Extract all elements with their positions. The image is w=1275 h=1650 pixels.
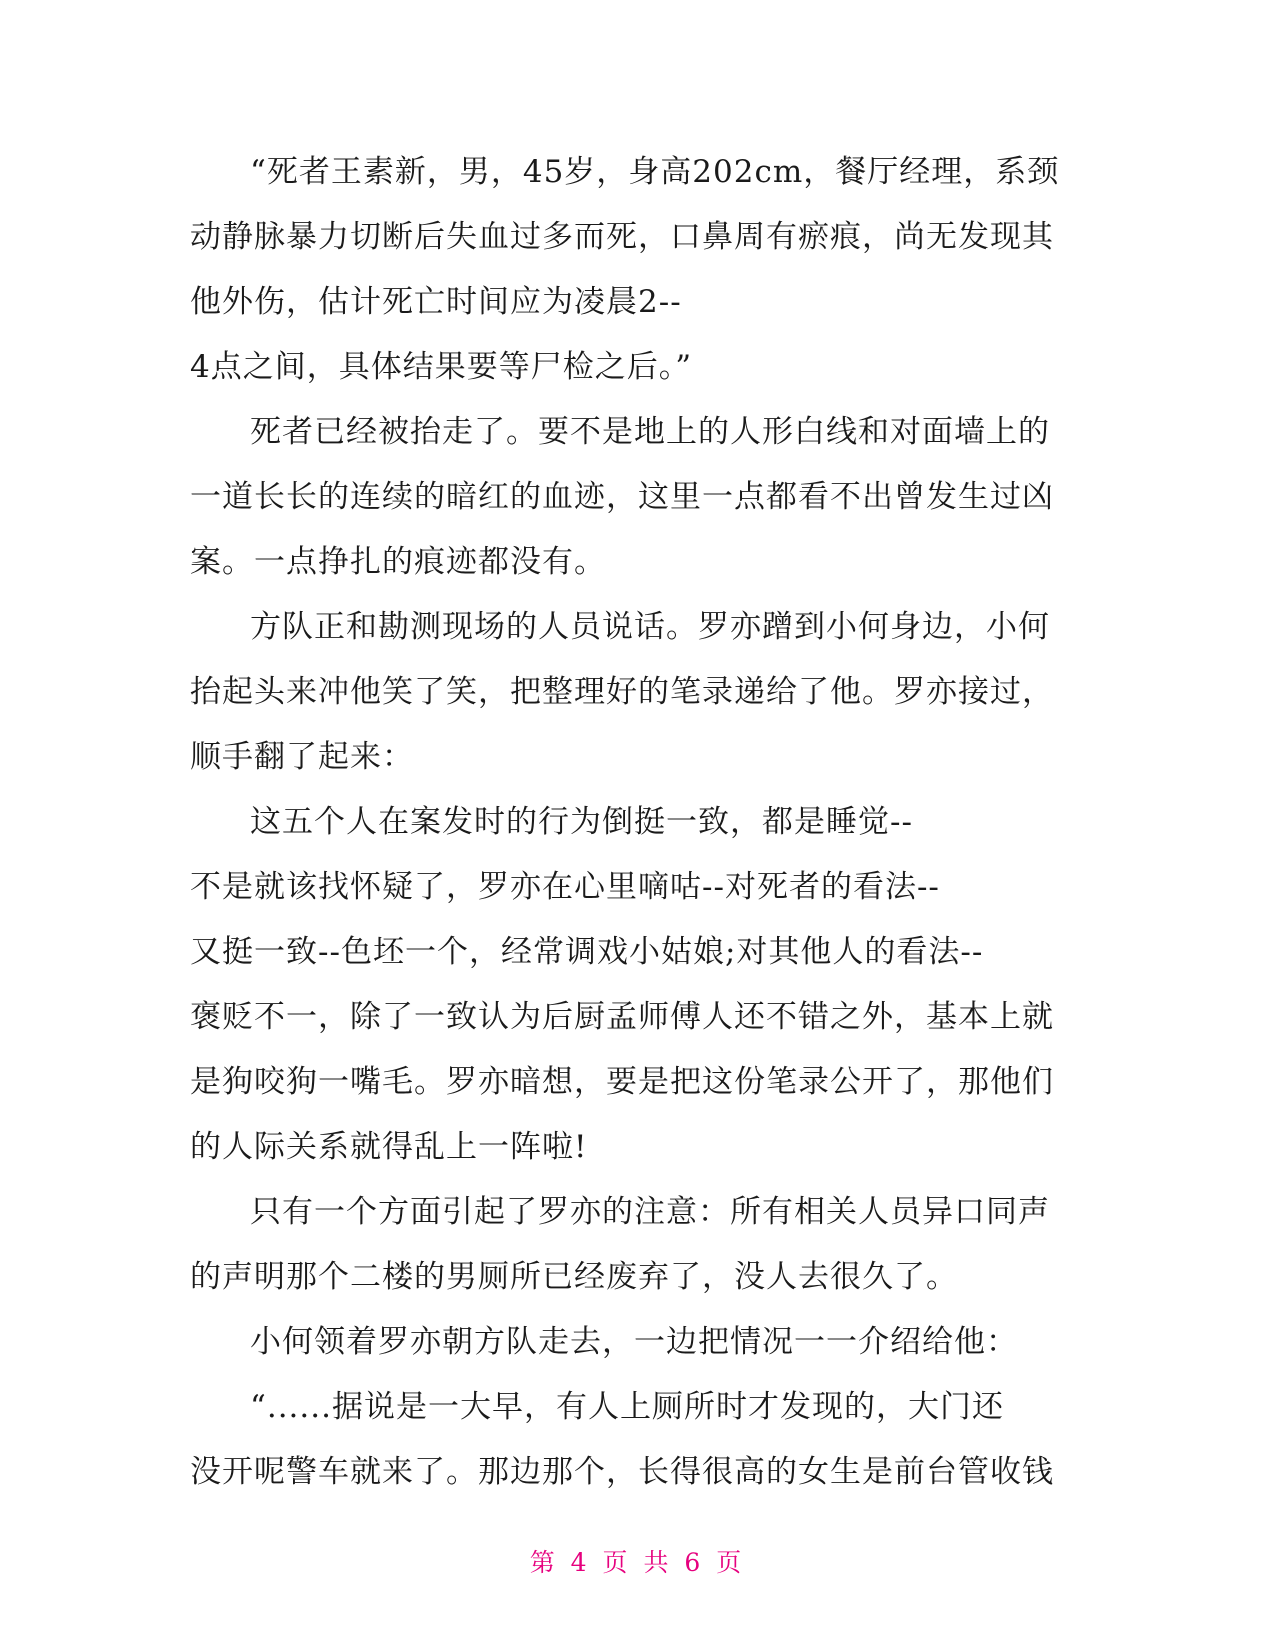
- text-line: 案。一点挣扎的痕迹都没有。: [190, 544, 606, 580]
- text-line: 动静脉暴力切断后失血过多而死，口鼻周有瘀痕，尚无发现其: [190, 219, 1054, 255]
- text-line: “......据说是一大早，有人上厕所时才发现的，大门还: [250, 1389, 1004, 1425]
- page-footer: 第 4 页 共 6 页: [529, 1548, 746, 1577]
- paragraph: [190, 400, 1090, 595]
- text-line: 褒贬不一，除了一致认为后厨孟师傅人还不错之外，基本上就: [190, 999, 1054, 1035]
- text-line: 方队正和勘测现场的人员说话。罗亦蹭到小何身边，小何: [250, 609, 1050, 645]
- text-line: 他外伤，估计死亡时间应为凌晨2--: [190, 284, 682, 320]
- text-line: 的人际关系就得乱上一阵啦!: [190, 1129, 588, 1165]
- text-line: 小何领着罗亦朝方队走去，一边把情况一一介绍给他：: [250, 1324, 1018, 1360]
- paragraph: [190, 140, 1090, 400]
- text-line: 一道长长的连续的暗红的血迹，这里一点都看不出曾发生过凶: [190, 479, 1054, 515]
- text-line: 是狗咬狗一嘴毛。罗亦暗想，要是把这份笔录公开了，那他们: [190, 1064, 1054, 1100]
- paragraph: [190, 790, 1090, 1180]
- paragraph: [190, 595, 1090, 790]
- document-body: [190, 140, 1090, 1505]
- text-line: 又挺一致--色坯一个，经常调戏小姑娘;对其他人的看法--: [190, 934, 984, 970]
- text-line: 不是就该找怀疑了，罗亦在心里嘀咕--对死者的看法--: [190, 869, 940, 905]
- text-line: “死者王素新，男，45岁，身高202cm，餐厅经理，系颈: [250, 154, 1060, 190]
- text-line: 这五个人在案发时的行为倒挺一致，都是睡觉--: [250, 804, 913, 840]
- text-line: 没开呢警车就来了。那边那个，长得很高的女生是前台管收钱: [190, 1454, 1054, 1490]
- text-line: 抬起头来冲他笑了笑，把整理好的笔录递给了他。罗亦接过，: [190, 674, 1054, 710]
- text-line: 只有一个方面引起了罗亦的注意：所有相关人员异口同声: [250, 1194, 1050, 1230]
- text-line: 死者已经被抬走了。要不是地上的人形白线和对面墙上的: [250, 414, 1050, 450]
- paragraph: [190, 1375, 1090, 1505]
- paragraph: [190, 1310, 1090, 1375]
- text-line: 顺手翻了起来：: [190, 739, 414, 775]
- text-line: 4点之间，具体结果要等尸检之后。”: [190, 349, 693, 385]
- text-line: 的声明那个二楼的男厕所已经废弃了，没人去很久了。: [190, 1259, 958, 1295]
- paragraph: [190, 1180, 1090, 1310]
